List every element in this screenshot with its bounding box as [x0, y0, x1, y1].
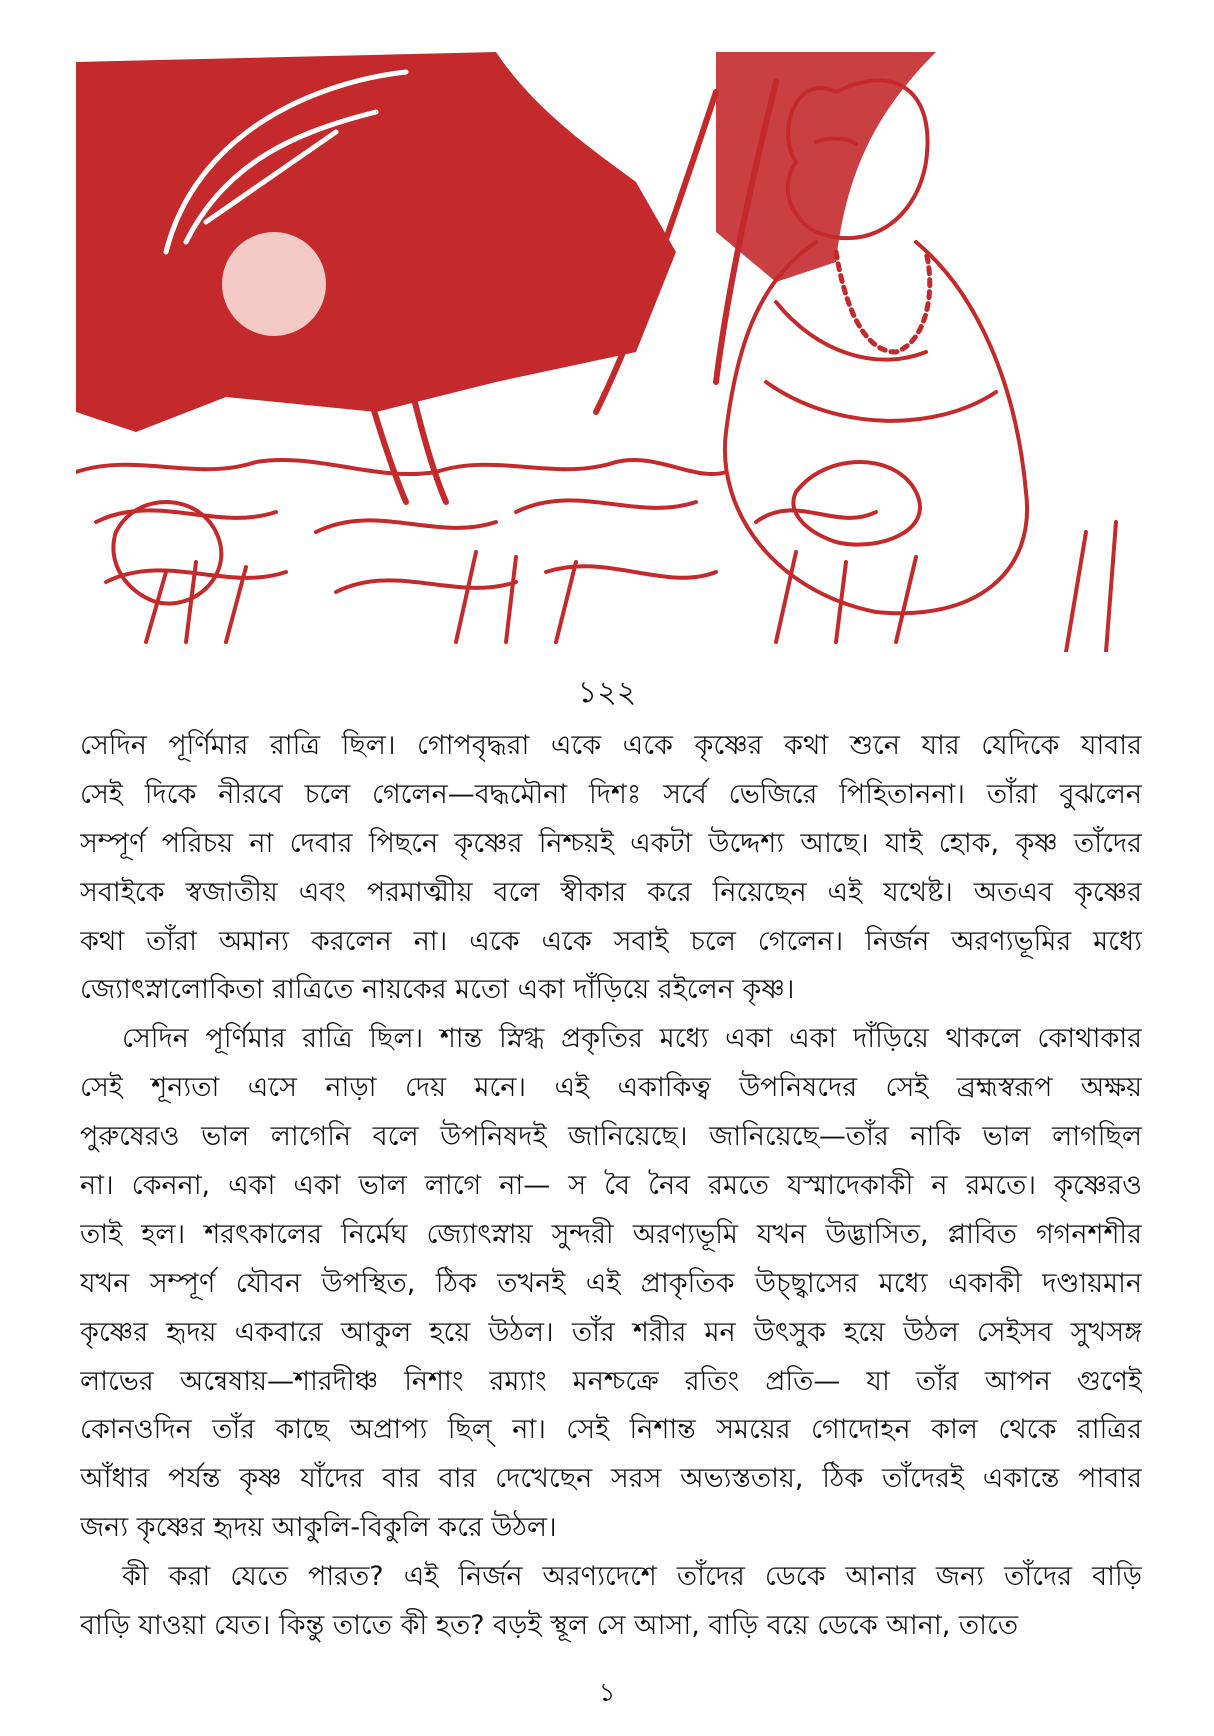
text-line: কী করা যেতে পারত? এই নির্জন অরণ্যদেশে তাঁদের ডেকে আনার জন্য তাঁদের বাড়ি: [122, 1561, 1142, 1593]
text-line: সেই দিকে নীরবে চলে গেলেন—বদ্ধমৌনা দিশঃ সর্বে ভেজিরে পিহিতাননা। তাঁরা বুঝলেন: [80, 778, 1142, 810]
text-line: জন্য কৃষ্ণের হৃদয় আকুলি-বিকুলি করে উঠল।: [80, 1512, 557, 1544]
text-line: না। কেননা, একা একা ভাল লাগে না— স বৈ নৈব রমতে যস্মাদেকাকী ন রমতে। কৃষ্ণেরও: [80, 1170, 1142, 1202]
text-line: যখন সম্পূর্ণ যৌবন উপস্থিত, ঠিক তখনই এই প্রাকৃতিক উচ্ছ্বাসের মধ্যে একাকী দণ্ডায়মান: [80, 1267, 1142, 1299]
text-line: সেই শূন্যতা এসে নাড়া দেয় মনে। এই একাকিত্ব উপনিষদের সেই ব্রহ্মস্বরূপ অক্ষয়: [80, 1072, 1142, 1104]
text-line: কথা তাঁরা অমান্য করলেন না। একে একে সবাই চলে গেলেন। নির্জন অরণ্যভূমির মধ্যে: [80, 925, 1142, 957]
paragraph: [80, 722, 1142, 1015]
text-line: সবাইকে স্বজাতীয় এবং পরমাত্মীয় বলে স্বীকার করে নিয়েছেন এই যথেষ্ট। অতএব কৃষ্ণের: [80, 876, 1142, 908]
necklace: [836, 252, 930, 352]
text-line: পুরুষেরও ভাল লাগেনি বলে উপনিষদই জানিয়েছে। জানিয়েছে—তাঁর নাকি ভাল লাগছিল: [80, 1121, 1142, 1153]
text-line: সেদিন পূর্ণিমার রাত্রি ছিল। গোপবৃদ্ধরা একে একে কৃষ্ণের কথা শুনে যার যেদিকে যাবার: [80, 730, 1142, 761]
krishna-illustration: [76, 52, 1142, 652]
text-line: কোনওদিন তাঁর কাছে অপ্রাপ্য ছিল্ না। সেই নিশান্ত সময়ের গোদোহন কাল থেকে রাত্রির: [80, 1414, 1142, 1446]
text-line: কৃষ্ণের হৃদয় একবারে আকুল হয়ে উঠল। তাঁর শরীর মন উৎসুক হয়ে উঠল সেইসব সুখসঙ্গ: [80, 1316, 1142, 1348]
text-line: লাভের অন্বেষায়—শারদীঞ্চ নিশাং রম্যাং মনশ্চক্রে রতিং প্রতি— যা তাঁর আপন গুণেই: [80, 1365, 1142, 1397]
chapter-page-number: ১২২: [577, 675, 637, 710]
grass-strokes: [146, 522, 1116, 652]
text-line: বাড়ি যাওয়া যেত। কিন্তু তাতে কী হত? বড়ই স্থূল সে আসা, বাড়ি বয়ে ডেকে আনা, তাতে: [80, 1610, 1019, 1642]
text-line: তাই হল। শরৎকালের নির্মেঘ জ্যোৎস্নায় সুন্দরী অরণ্যভূমি যখন উদ্ভাসিত, প্লাবিত গগনশশীর: [80, 1218, 1142, 1250]
red-night-sky: [76, 52, 676, 432]
body-text: [80, 722, 1142, 1651]
text-line: সেদিন পূর্ণিমার রাত্রি ছিল। শান্ত স্নিগ্ধ প্রকৃতির মধ্যে একা একা দাঁড়িয়ে থাকলে কোথাকার: [122, 1023, 1142, 1055]
text-line: জ্যোৎস্নালোকিতা রাত্রিতে নায়কের মতো একা দাঁড়িয়ে রইলেন কৃষ্ণ।: [80, 974, 795, 1006]
footer-page-number: ১: [598, 1678, 616, 1708]
full-moon: [222, 232, 326, 336]
paragraph: [80, 1553, 1142, 1651]
krishna-body: [725, 242, 1027, 613]
text-line: আঁধার পর্যন্ত কৃষ্ণ যাঁদের বার বার দেখেছেন সরস অভ্যস্ততায়, ঠিক তাঁদেরই একান্তে পাবার: [80, 1463, 1142, 1495]
text-line: সম্পূর্ণ পরিচয় না দেবার পিছনে কৃষ্ণের নিশ্চয়ই একটা উদ্দেশ্য আছে। যাই হোক, কৃষ্ণ তাঁদের: [80, 827, 1142, 859]
paragraph: [80, 1015, 1142, 1553]
